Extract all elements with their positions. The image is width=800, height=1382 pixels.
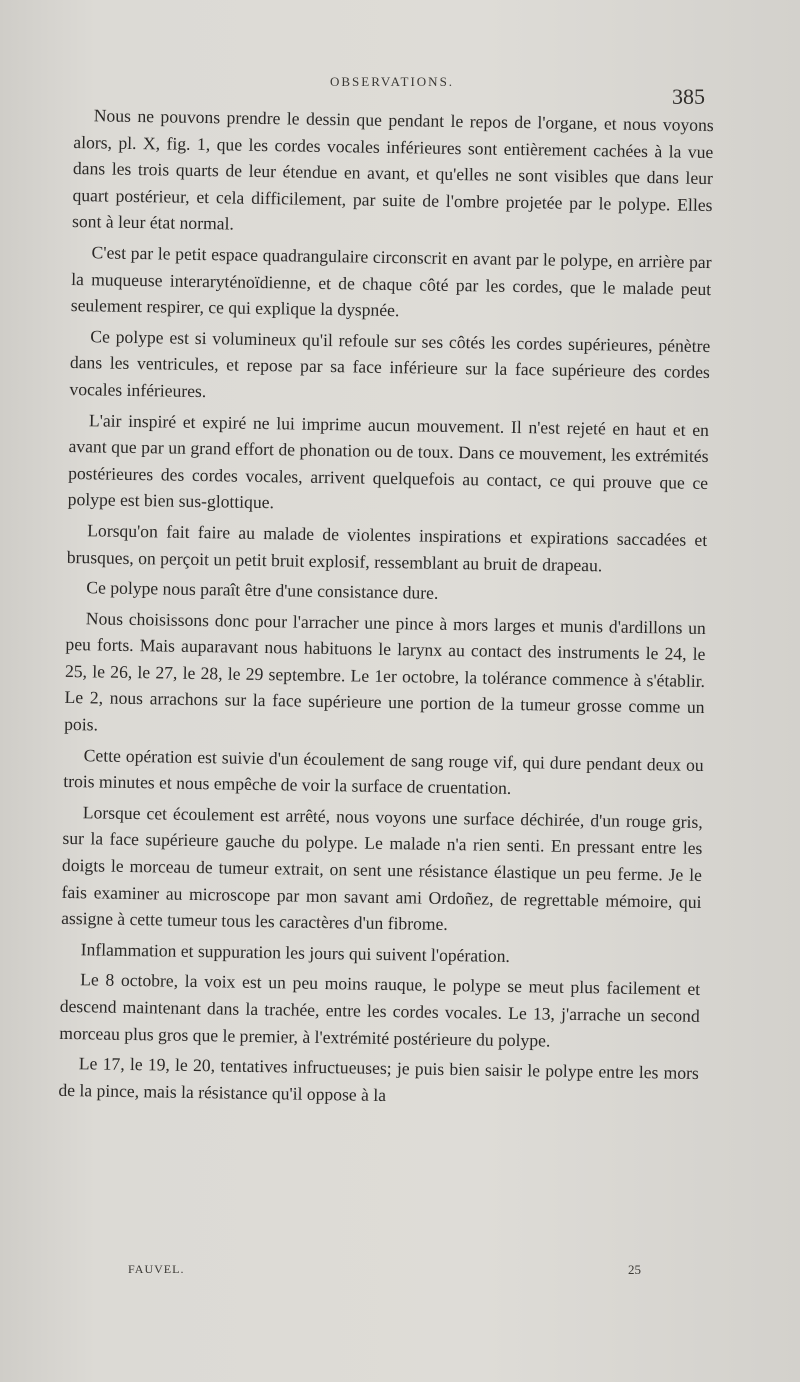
page-number: 385	[672, 84, 705, 109]
paragraph: Nous choisissons donc pour l'arracher une pince à mors larges et munis d'ardillons un peu forts. Mais auparavant nous habituons le larynx au contact des instruments le 24, le 25, le 26, le 27, le 28, le 29 septembre. Le 1er octobre, la tolérance commence à s'établir. Le 2, nous arrachons sur la face supérieure une portion de la tumeur grosse comme un pois.	[64, 607, 706, 735]
body-text	[58, 102, 714, 1117]
running-title: OBSERVATIONS.	[330, 74, 455, 89]
paragraph: Lorsque cet écoulement est arrêté, nous voyons une surface déchirée, d'un rouge gris, sur la face supérieure gauche du polype. Le malade n'a rien senti. En pressant entre les doigts le morceau de tumeur extrait, on sent une résistance élastique un peu ferme. Je le fais examiner au microscope par mon savant ami Ordoñez, de regrettable mémoire, qui assigne à cette tumeur tous les caractères d'un fibrome.	[61, 802, 703, 935]
signature-number: 25	[628, 1262, 641, 1277]
paragraph: Nous ne pouvons prendre le dessin que pendant le repos de l'organe, et nous voyons alors, pl. X, fig. 1, que les cordes vocales inférieures sont entièrement cachées à la vue dans les trois quarts de leur étendue en avant, et qu'elles ne sont visibles que dans leur quart postérieur, et cela difficilement, par suite de l'ombre projetée par le polype. Elles sont à leur état normal.	[71, 105, 714, 234]
paragraph: Cette opération est suivie d'un écoulement de sang rouge vif, qui dure pendant deux ou trois minutes et nous empêche de voir la surface de cruentation.	[63, 744, 704, 799]
printer-signature: FAUVEL.	[128, 1262, 185, 1276]
paragraph: Lorsqu'on fait faire au malade de violentes inspirations et expirations saccadées et brusques, on perçoit un petit bruit explosif, ressemblant au bruit de drapeau.	[66, 520, 708, 575]
paragraph: C'est par le petit espace quadrangulaire circonscrit en avant par le polype, en arrière par la muqueuse interaryténoïdienne, et de chaque côté par les cordes, que le malade peut seulement respirer, ce qui explique la dyspnée.	[70, 242, 712, 321]
paragraph: Inflammation et suppuration les jours qui suivent l'opération.	[80, 939, 511, 966]
paragraph: Le 17, le 19, le 20, tentatives infructueuses; je puis bien saisir le polype entre les mors de la pince, mais la résistance qu'il oppose à la	[58, 1053, 699, 1105]
paragraph: Ce polype est si volumineux qu'il refoule sur ses côtés les cordes supérieures, pénètre dans les ventricules, et repose par sa face inférieure sur la face supérieure des cordes vocales inférieures.	[69, 326, 711, 402]
paragraph: Ce polype nous paraît être d'une consistance dure.	[86, 577, 439, 603]
paragraph: L'air inspiré et expiré ne lui imprime aucun mouvement. Il n'est rejeté en haut et en avant que par un grand effort de phonation ou de toux. Dans ce mouvement, les extrémités postérieures des cordes vocales, arrivent quelquefois au contact, ce qui prouve que ce polype est bien sus-glottique.	[67, 409, 710, 513]
paragraph: Le 8 octobre, la voix est un peu moins rauque, le polype se meut plus facilement et descend maintenant dans la trachée, entre les cordes vocales. Le 13, j'arrache un second morceau plus gros que le premier, à l'extrémité postérieure du polype.	[59, 969, 701, 1051]
